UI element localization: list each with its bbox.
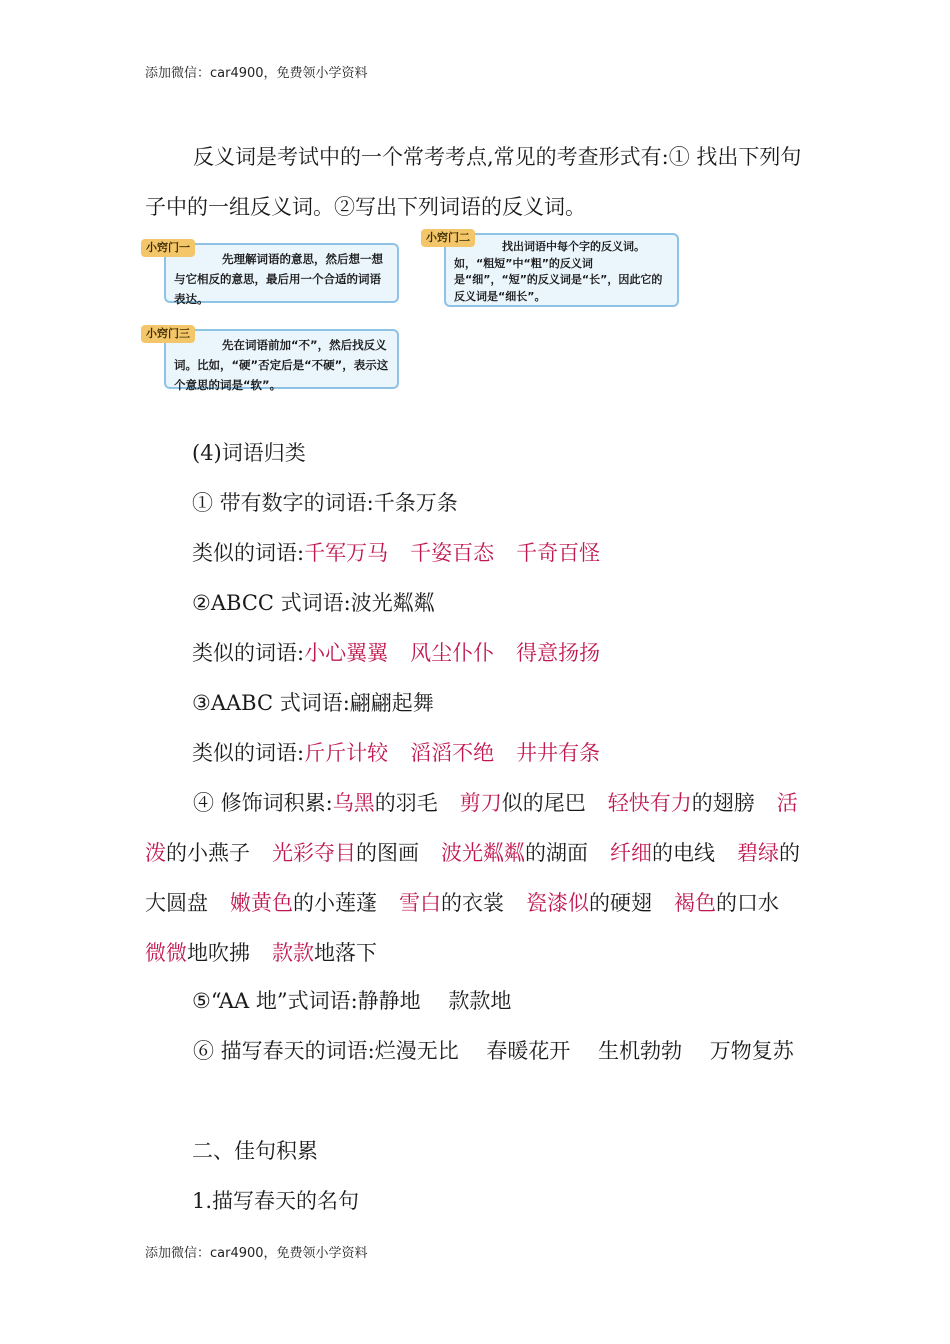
- similar-word: 千奇百怪: [516, 541, 601, 565]
- tip-box-1: [164, 243, 399, 306]
- item2-similar: [192, 638, 600, 668]
- tip-box-2: [444, 233, 679, 307]
- tip-tag-3: 小窍门三: [141, 325, 195, 343]
- similar-word: 井井有条: [516, 741, 601, 765]
- tip-tag-1: 小窍门一: [141, 239, 195, 257]
- modifier: 纤细: [610, 841, 652, 865]
- item3-similar: [192, 738, 600, 768]
- phrase-rest: 的硬翅: [589, 891, 652, 915]
- phrase-rest: 的小燕子: [166, 841, 250, 865]
- phrase-rest: 的大圆盘: [145, 841, 800, 915]
- item5: ⑤“AA 地”式词语:静静地 款款地: [192, 989, 512, 1013]
- tip-text-1: 先理解词语的意思，然后想一想与它相反的意思，最后用一个合适的词语表达。: [174, 252, 383, 306]
- phrase-rest: 的口水: [716, 891, 779, 915]
- phrase-rest: 的羽毛: [374, 791, 438, 815]
- similar-prefix: 类似的词语:: [192, 741, 305, 765]
- item3-label: ③AABC 式词语:翩翩起舞: [192, 691, 434, 715]
- modifier: 款款: [272, 941, 314, 965]
- section2-title: 二、佳句积累: [192, 1139, 318, 1163]
- item6-paragraph: ⑥ 描写春天的词语:烂漫无比 春暖花开 生机勃勃 万物复苏: [193, 1039, 794, 1063]
- header-note: 添加微信：car4900，免费领小学资料: [145, 66, 368, 81]
- modifier: 瓷漆似: [526, 891, 589, 915]
- item4-paragraph: [145, 778, 805, 978]
- item1-label: ① 带有数字的词语:千条万条: [192, 491, 458, 515]
- footer-note: 添加微信：car4900，免费领小学资料: [145, 1246, 368, 1261]
- tip-box-3: [164, 329, 399, 392]
- item4-prefix: ④ 修饰词积累:: [193, 791, 333, 815]
- phrase-rest: 的小莲蓬: [293, 891, 377, 915]
- section4-title: (4)词语归类: [192, 441, 306, 465]
- tip-text-3: 先在词语前加“不”，然后找反义词。比如，“硬”否定后是“不硬”，表示这个意思的词是“软”。: [174, 338, 389, 392]
- similar-word: 风尘仆仆: [410, 641, 495, 665]
- tip-text-2: 找出词语中每个字的反义词。如，“粗短”中“粗”的反义词是“细”，“短”的反义词是“长”，因此它的反义词是“细长”。: [454, 240, 663, 303]
- similar-word: 滔滔不绝: [410, 741, 495, 765]
- similar-prefix: 类似的词语:: [192, 641, 305, 665]
- modifier: 雪白: [399, 891, 441, 915]
- similar-word: 千军万马: [304, 541, 389, 565]
- similar-word: 千姿百态: [410, 541, 495, 565]
- phrase-rest: 的湖面: [525, 841, 588, 865]
- similar-word: 小心翼翼: [304, 641, 389, 665]
- modifier: 褐色: [674, 891, 716, 915]
- phrase-rest: 的电线: [652, 841, 715, 865]
- phrase-rest: 的衣裳: [441, 891, 504, 915]
- similar-word: 斤斤计较: [304, 741, 389, 765]
- phrase-rest: 地吹拂: [187, 941, 250, 965]
- item1-similar: [192, 538, 600, 568]
- modifier: 乌黑: [332, 791, 375, 815]
- phrase-rest: 似的尾巴: [501, 791, 586, 815]
- similar-prefix: 类似的词语:: [192, 541, 305, 565]
- phrase-rest: 的翅膀: [691, 791, 755, 815]
- item2-label: ②ABCC 式词语:波光粼粼: [192, 591, 435, 615]
- modifier: 剪刀: [459, 791, 502, 815]
- phrase-rest: 地落下: [314, 941, 377, 965]
- modifier: 嫩黄色: [230, 891, 293, 915]
- modifier: 碧绿: [737, 841, 779, 865]
- intro-paragraph: 反义词是考试中的一个常考考点,常见的考查形式有:① 找出下列句子中的一组反义词。②写出下列词语的反义词。: [145, 145, 802, 219]
- modifier: 波光粼粼: [441, 841, 525, 865]
- section2-subtitle: 1.描写春天的名句: [192, 1189, 360, 1213]
- modifier: 轻快有力: [607, 791, 692, 815]
- similar-word: 得意扬扬: [516, 641, 601, 665]
- phrase-rest: 的图画: [356, 841, 419, 865]
- modifier: 微微: [145, 941, 187, 965]
- modifier: 活泼: [145, 791, 798, 865]
- modifier: 光彩夺目: [272, 841, 356, 865]
- tip-tag-2: 小窍门二: [421, 229, 475, 247]
